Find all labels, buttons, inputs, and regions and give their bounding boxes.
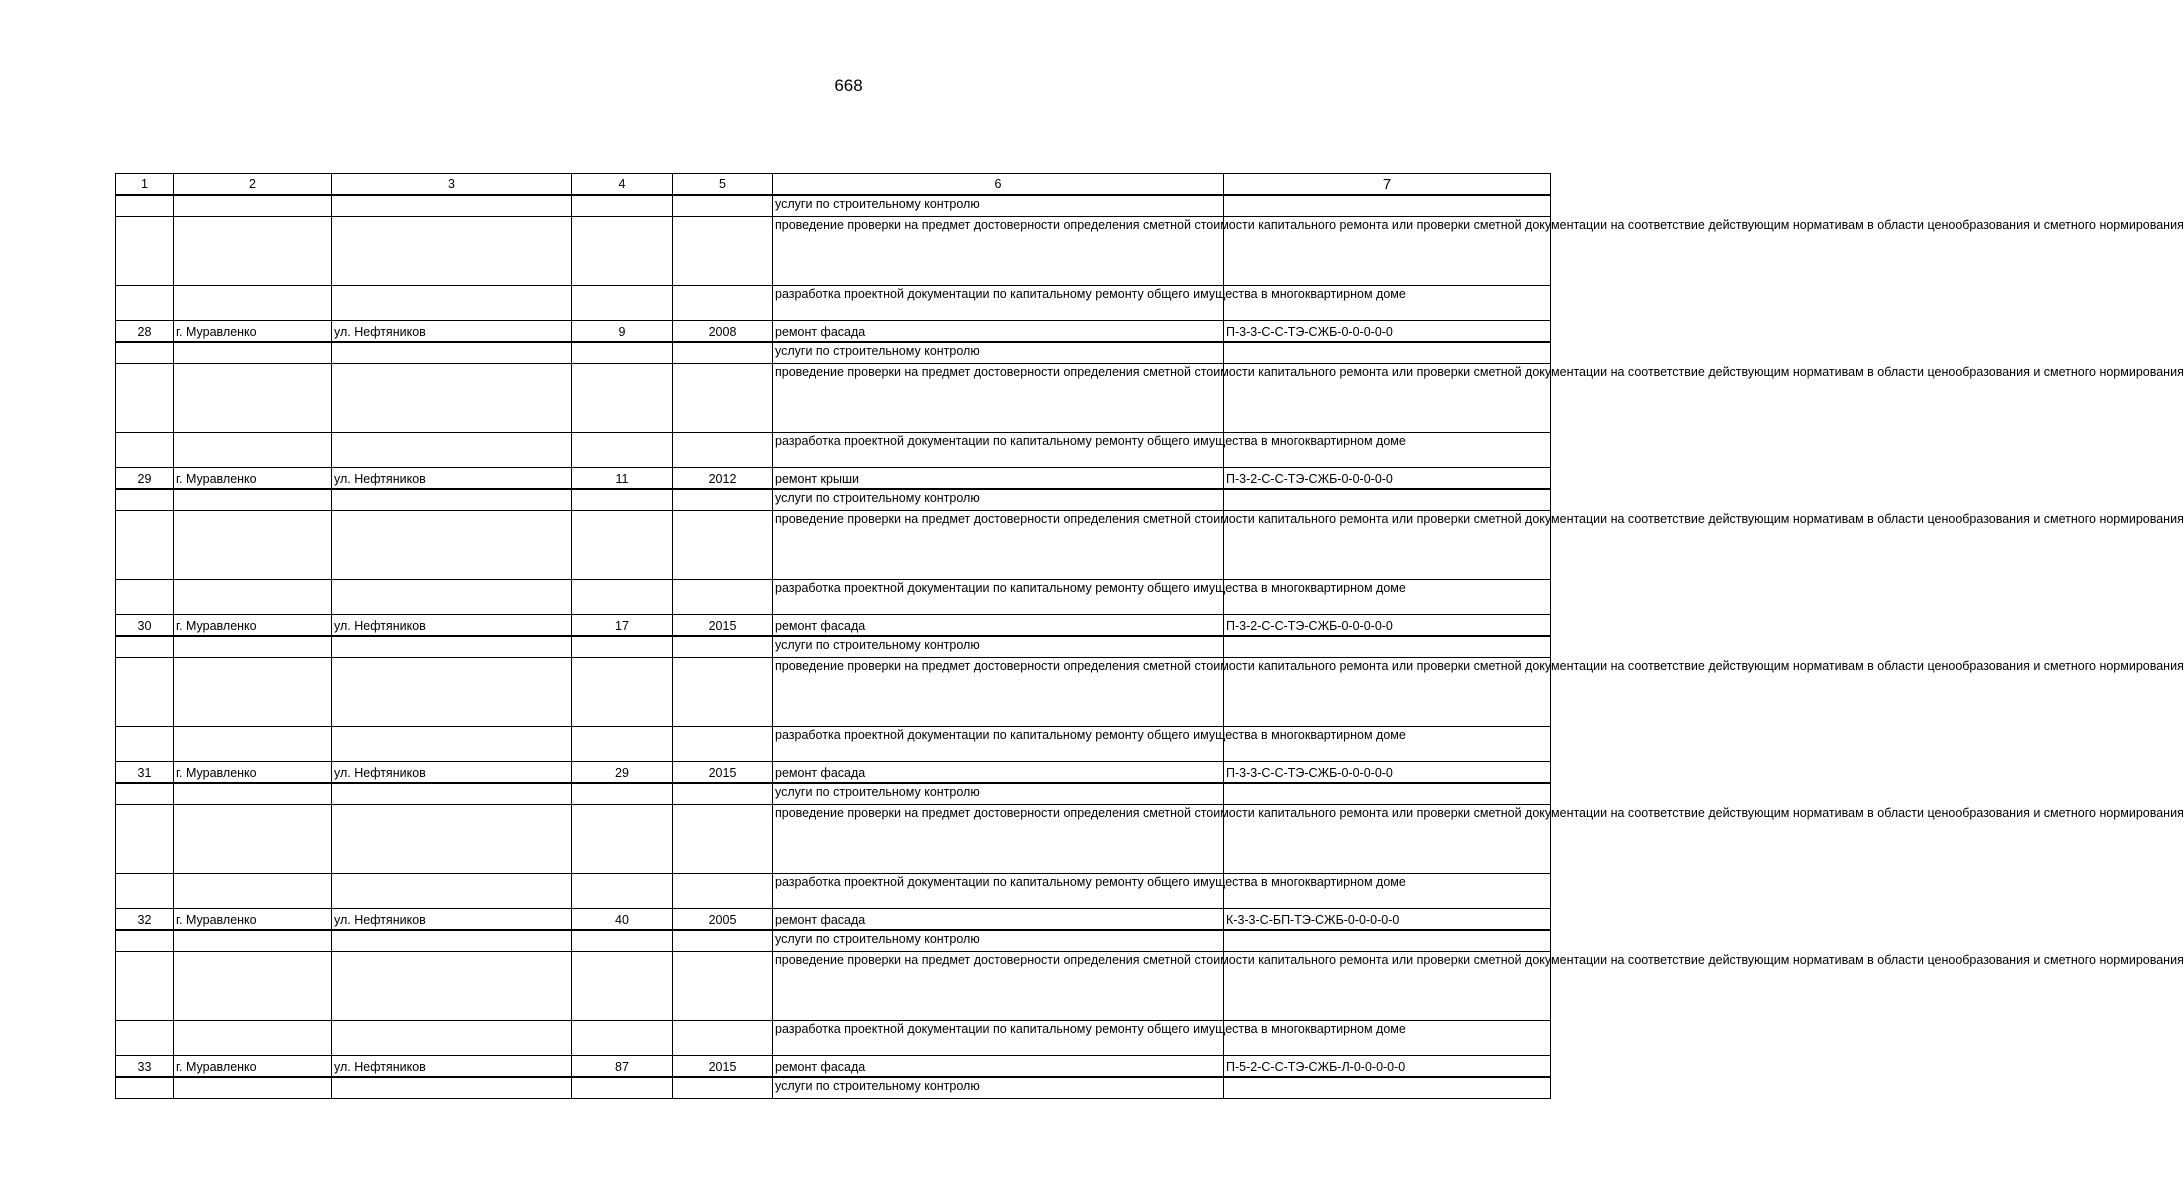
empty-cell (673, 805, 773, 874)
empty-cell (673, 930, 773, 952)
empty-cell (572, 874, 673, 909)
empty-cell (673, 874, 773, 909)
empty-cell (116, 636, 174, 658)
work-description: разработка проектной документации по капитальному ремонту общего имущества в многоквартирном доме (773, 727, 1224, 762)
empty-cell (673, 489, 773, 511)
work-type-cell: ремонт фасада (773, 1056, 1224, 1078)
year-cell: 2012 (673, 468, 773, 490)
building-code-cell: П-3-2-С-С-ТЭ-СЖБ-0-0-0-0-0 (1224, 468, 1551, 490)
empty-cell (673, 783, 773, 805)
empty-cell (116, 217, 174, 286)
work-description: услуги по строительному контролю (773, 195, 1224, 217)
subrow-design-documentation (116, 727, 1551, 762)
header-row (116, 174, 1551, 196)
work-description: разработка проектной документации по капитальному ремонту общего имущества в многоквартирном доме (773, 874, 1224, 909)
work-description: проведение проверки на предмет достоверности определения сметной стоимости капитального ремонта или проверки сметной документации на соответствие действующим нормативам в области ценообразования и сметного нормирования (773, 511, 1224, 580)
empty-cell (332, 342, 572, 364)
year-cell: 2015 (673, 762, 773, 784)
empty-cell (116, 433, 174, 468)
building-code-cell: К-3-3-С-БП-ТЭ-СЖБ-0-0-0-0-0 (1224, 909, 1551, 931)
empty-cell (572, 217, 673, 286)
empty-cell (1224, 342, 1551, 364)
empty-cell (174, 658, 332, 727)
empty-cell (174, 636, 332, 658)
empty-cell (332, 511, 572, 580)
building-code-cell: П-3-3-С-С-ТЭ-СЖБ-0-0-0-0-0 (1224, 762, 1551, 784)
empty-cell (572, 1021, 673, 1056)
empty-cell (174, 930, 332, 952)
empty-cell (332, 433, 572, 468)
subrow-construction-control (116, 342, 1551, 364)
empty-cell (174, 342, 332, 364)
empty-cell (572, 286, 673, 321)
empty-cell (673, 636, 773, 658)
table-row (116, 468, 1551, 490)
street-cell: ул. Нефтяников (332, 468, 572, 490)
work-description: разработка проектной документации по капитальному ремонту общего имущества в многоквартирном доме (773, 286, 1224, 321)
empty-cell (116, 286, 174, 321)
city-cell: г. Муравленко (174, 321, 332, 343)
empty-cell (572, 580, 673, 615)
empty-cell (332, 489, 572, 511)
empty-cell (673, 727, 773, 762)
empty-cell (673, 217, 773, 286)
year-cell: 2008 (673, 321, 773, 343)
header-col-7: 7 (1224, 174, 1551, 196)
empty-cell (174, 952, 332, 1021)
empty-cell (174, 489, 332, 511)
empty-cell (174, 580, 332, 615)
empty-cell (332, 658, 572, 727)
work-description: разработка проектной документации по капитальному ремонту общего имущества в многоквартирном доме (773, 433, 1224, 468)
empty-cell (174, 364, 332, 433)
empty-cell (673, 433, 773, 468)
empty-cell (332, 1077, 572, 1099)
empty-cell (673, 364, 773, 433)
house-number-cell: 87 (572, 1056, 673, 1078)
subrow-estimate-verification (116, 805, 1551, 874)
work-type-cell: ремонт фасада (773, 762, 1224, 784)
city-cell: г. Муравленко (174, 468, 332, 490)
empty-cell (572, 727, 673, 762)
empty-cell (116, 195, 174, 217)
empty-cell (1224, 489, 1551, 511)
empty-cell (174, 195, 332, 217)
empty-cell (174, 217, 332, 286)
building-code-cell: П-3-2-С-С-ТЭ-СЖБ-0-0-0-0-0 (1224, 615, 1551, 637)
year-cell: 2005 (673, 909, 773, 931)
subrow-construction-control (116, 783, 1551, 805)
work-description: услуги по строительному контролю (773, 930, 1224, 952)
empty-cell (174, 727, 332, 762)
work-description: услуги по строительному контролю (773, 1077, 1224, 1099)
empty-cell (572, 342, 673, 364)
work-description: услуги по строительному контролю (773, 342, 1224, 364)
subrow-estimate-verification (116, 511, 1551, 580)
building-code-cell: П-3-3-С-С-ТЭ-СЖБ-0-0-0-0-0 (1224, 321, 1551, 343)
subrow-construction-control (116, 930, 1551, 952)
empty-cell (174, 874, 332, 909)
row-number: 28 (116, 321, 174, 343)
city-cell: г. Муравленко (174, 615, 332, 637)
empty-cell (572, 930, 673, 952)
house-number-cell: 11 (572, 468, 673, 490)
city-cell: г. Муравленко (174, 1056, 332, 1078)
work-type-cell: ремонт фасада (773, 321, 1224, 343)
street-cell: ул. Нефтяников (332, 1056, 572, 1078)
empty-cell (572, 433, 673, 468)
empty-cell (673, 286, 773, 321)
empty-cell (174, 1077, 332, 1099)
work-type-cell: ремонт фасада (773, 615, 1224, 637)
empty-cell (572, 805, 673, 874)
empty-cell (1224, 783, 1551, 805)
work-description: разработка проектной документации по капитальному ремонту общего имущества в многоквартирном доме (773, 580, 1224, 615)
empty-cell (116, 1077, 174, 1099)
empty-cell (116, 1021, 174, 1056)
work-description: проведение проверки на предмет достоверности определения сметной стоимости капитального ремонта или проверки сметной документации на соответствие действующим нормативам в области ценообразования и сметного нормирования (773, 217, 1224, 286)
city-cell: г. Муравленко (174, 762, 332, 784)
work-description: проведение проверки на предмет достоверности определения сметной стоимости капитального ремонта или проверки сметной документации на соответствие действующим нормативам в области ценообразования и сметного нормирования (773, 658, 1224, 727)
header-col-6: 6 (773, 174, 1224, 196)
empty-cell (174, 433, 332, 468)
empty-cell (116, 342, 174, 364)
subrow-estimate-verification (116, 217, 1551, 286)
empty-cell (673, 195, 773, 217)
empty-cell (332, 952, 572, 1021)
subrow-estimate-verification (116, 658, 1551, 727)
work-description: услуги по строительному контролю (773, 489, 1224, 511)
subrow-design-documentation (116, 1021, 1551, 1056)
empty-cell (332, 636, 572, 658)
subrow-design-documentation (116, 874, 1551, 909)
header-col-1: 1 (116, 174, 174, 196)
empty-cell (332, 580, 572, 615)
empty-cell (332, 783, 572, 805)
header-col-2: 2 (174, 174, 332, 196)
empty-cell (572, 195, 673, 217)
subrow-design-documentation (116, 433, 1551, 468)
work-description: проведение проверки на предмет достоверности определения сметной стоимости капитального ремонта или проверки сметной документации на соответствие действующим нормативам в области ценообразования и сметного нормирования (773, 952, 1224, 1021)
table-body (116, 195, 2184, 1099)
empty-cell (332, 805, 572, 874)
empty-cell (116, 511, 174, 580)
empty-cell (116, 930, 174, 952)
empty-cell (332, 1021, 572, 1056)
table-row (116, 909, 1551, 931)
header-col-4: 4 (572, 174, 673, 196)
subrow-estimate-verification (116, 952, 1551, 1021)
work-description: разработка проектной документации по капитальному ремонту общего имущества в многоквартирном доме (773, 1021, 1224, 1056)
work-description: услуги по строительному контролю (773, 783, 1224, 805)
work-description: услуги по строительному контролю (773, 636, 1224, 658)
year-cell: 2015 (673, 1056, 773, 1078)
house-number-cell: 9 (572, 321, 673, 343)
year-cell: 2015 (673, 615, 773, 637)
empty-cell (572, 658, 673, 727)
empty-cell (332, 727, 572, 762)
empty-cell (332, 930, 572, 952)
empty-cell (572, 636, 673, 658)
subrow-design-documentation (116, 580, 1551, 615)
subrow-construction-control (116, 636, 1551, 658)
empty-cell (116, 805, 174, 874)
street-cell: ул. Нефтяников (332, 321, 572, 343)
empty-cell (1224, 930, 1551, 952)
empty-cell (673, 1077, 773, 1099)
empty-cell (332, 195, 572, 217)
empty-cell (174, 286, 332, 321)
empty-cell (572, 364, 673, 433)
table-row (116, 321, 1551, 343)
empty-cell (673, 511, 773, 580)
empty-cell (174, 1021, 332, 1056)
work-type-cell: ремонт фасада (773, 909, 1224, 931)
work-description: проведение проверки на предмет достоверности определения сметной стоимости капитального ремонта или проверки сметной документации на соответствие действующим нормативам в области ценообразования и сметного нормирования (773, 364, 1224, 433)
row-number: 33 (116, 1056, 174, 1078)
work-type-cell: ремонт крыши (773, 468, 1224, 490)
subrow-estimate-verification (116, 364, 1551, 433)
capital-repair-table (115, 173, 2184, 1099)
empty-cell (572, 1077, 673, 1099)
empty-cell (174, 511, 332, 580)
empty-cell (332, 286, 572, 321)
empty-cell (673, 342, 773, 364)
subrow-construction-control (116, 489, 1551, 511)
empty-cell (572, 952, 673, 1021)
empty-cell (1224, 1077, 1551, 1099)
empty-cell (116, 580, 174, 615)
empty-cell (116, 364, 174, 433)
header-col-3: 3 (332, 174, 572, 196)
building-code-cell: П-5-2-С-С-ТЭ-СЖБ-Л-0-0-0-0-0 (1224, 1056, 1551, 1078)
empty-cell (116, 952, 174, 1021)
empty-cell (116, 783, 174, 805)
empty-cell (673, 1021, 773, 1056)
empty-cell (332, 364, 572, 433)
subrow-construction-control (116, 1077, 1551, 1099)
row-number: 29 (116, 468, 174, 490)
empty-cell (673, 952, 773, 1021)
row-number: 30 (116, 615, 174, 637)
empty-cell (116, 489, 174, 511)
subrow-construction-control (116, 195, 1551, 217)
house-number-cell: 17 (572, 615, 673, 637)
empty-cell (673, 580, 773, 615)
empty-cell (673, 658, 773, 727)
house-number-cell: 29 (572, 762, 673, 784)
empty-cell (116, 727, 174, 762)
house-number-cell: 40 (572, 909, 673, 931)
page-number: 668 (834, 76, 863, 95)
empty-cell (116, 658, 174, 727)
subrow-design-documentation (116, 286, 1551, 321)
empty-cell (116, 874, 174, 909)
row-number: 32 (116, 909, 174, 931)
table-row (116, 615, 1551, 637)
empty-cell (332, 217, 572, 286)
empty-cell (174, 805, 332, 874)
empty-cell (572, 783, 673, 805)
empty-cell (572, 511, 673, 580)
empty-cell (332, 874, 572, 909)
empty-cell (1224, 195, 1551, 217)
street-cell: ул. Нефтяников (332, 909, 572, 931)
street-cell: ул. Нефтяников (332, 762, 572, 784)
city-cell: г. Муравленко (174, 909, 332, 931)
empty-cell (1224, 636, 1551, 658)
table-row (116, 762, 1551, 784)
header-col-5: 5 (673, 174, 773, 196)
empty-cell (572, 489, 673, 511)
work-description: проведение проверки на предмет достоверности определения сметной стоимости капитального ремонта или проверки сметной документации на соответствие действующим нормативам в области ценообразования и сметного нормирования (773, 805, 1224, 874)
row-number: 31 (116, 762, 174, 784)
empty-cell (174, 783, 332, 805)
street-cell: ул. Нефтяников (332, 615, 572, 637)
table-row (116, 1056, 1551, 1078)
